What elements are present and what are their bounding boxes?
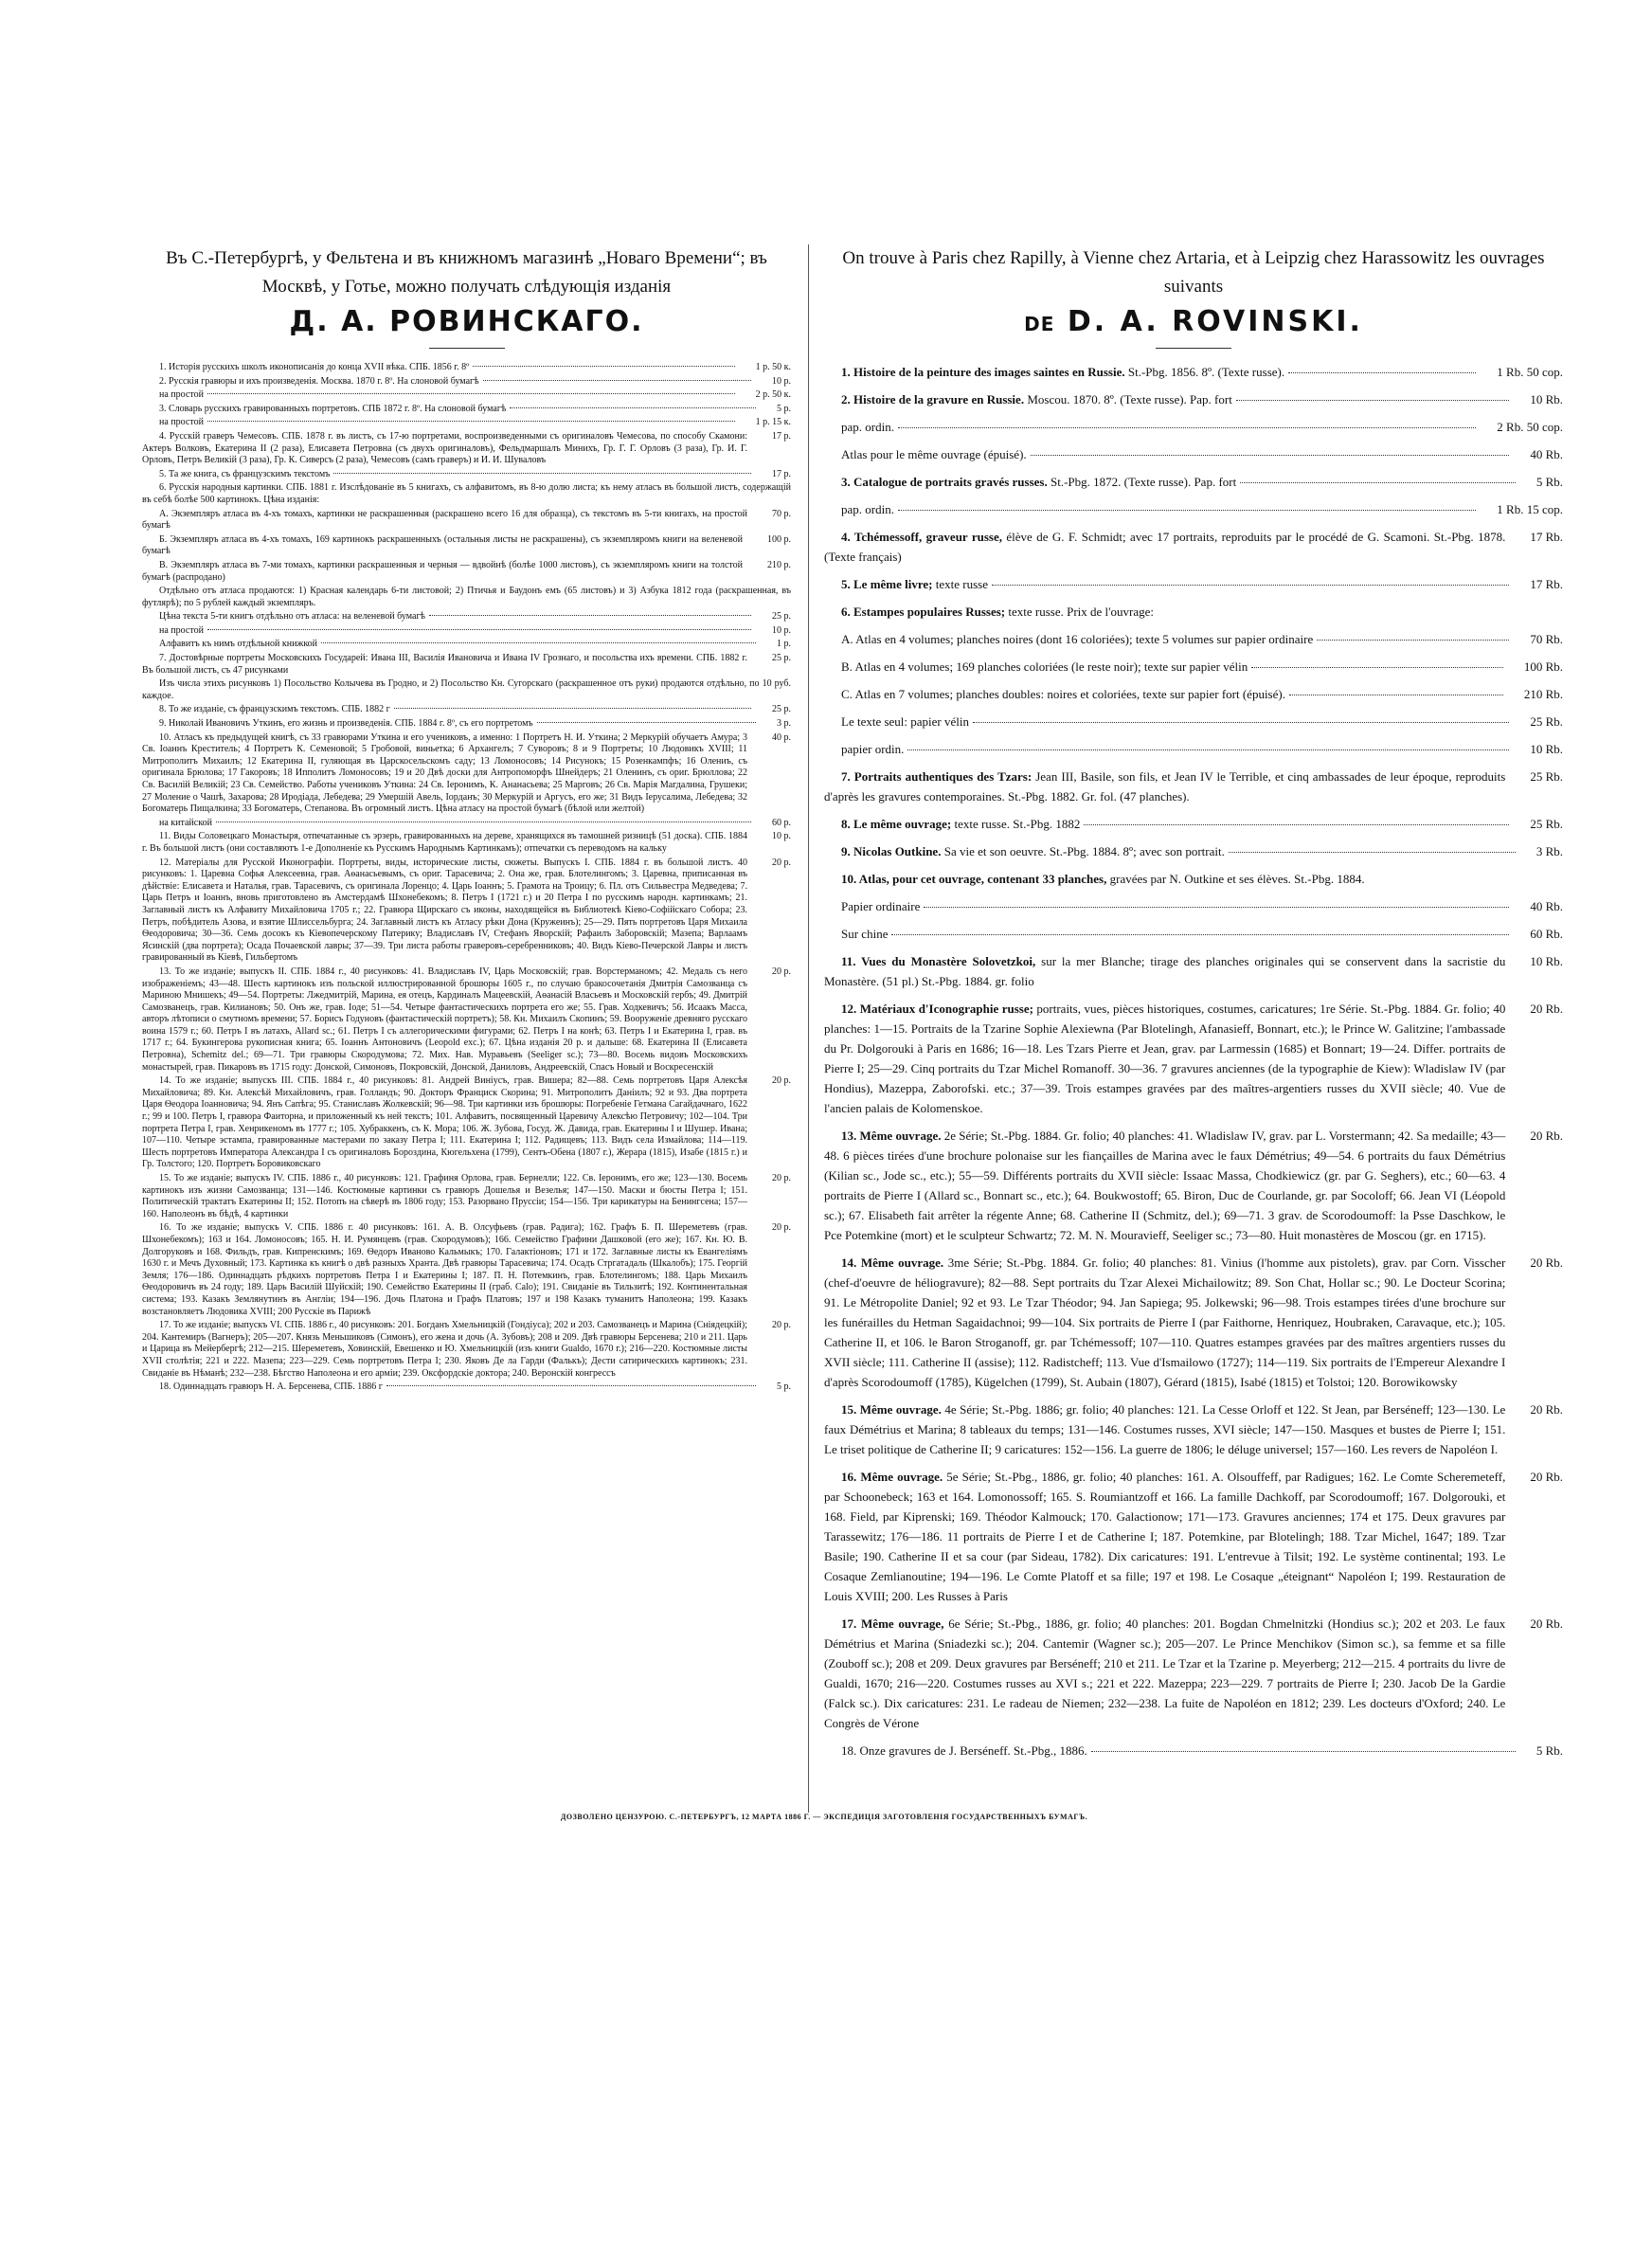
entry-price: 40 Rb.: [1530, 899, 1563, 913]
entry-price: 25 Rb.: [1530, 769, 1563, 784]
catalog-entry: [824, 444, 1563, 464]
leader-dots: [992, 585, 1509, 586]
entry-price: 25 р.: [772, 704, 791, 715]
entry-price: 20 Rb.: [1530, 1402, 1563, 1417]
catalog-entry: [142, 389, 791, 402]
entry-text: texte russe. St.-Pbg. 1882: [954, 817, 1081, 831]
entry-text: portraits, vues, pièces historiques, costumes, caricatures; 1re Série. St.-Pbg. 1884. Gr. folio; 40 planches: 1—15. Portraits de la Tzarine Sophie Alexiewna (Par Blotelingh, Afanasieff, Bonnart, etc.); le Prince W. Galitzine; l'ambassade du Pr. Dolgorouki à Paris en 1686; 16—18. Les Tzars Pierre et Jean, grav. par Larmessin (1685) et Bonnart; 19—24. Differ. portraits de Pierre I; 25—29. Cinq portraits du Tzar Michel Romanoff. 30—36. 7 gravures anciennes (de la typographie de Kiew): Wladislaw IV (par Hondius), Mazeppa, Zaborofski. etc.; 37—39. Trois estampes gravées par des maîtres-argentiers russes du XVII siècle; 40. Vue de l'ancien palais de Kolomenskoe.: [824, 1002, 1506, 1115]
entry-text: St.-Pbg. 1872. (Texte russe). Pap. fort: [1050, 475, 1237, 489]
entry-price: 25 Rb.: [1530, 817, 1563, 831]
entry-price: 20 р.: [772, 1222, 791, 1234]
entry-price: 20 Rb.: [1530, 1128, 1563, 1143]
entry-text: 6. Русскія народныя картинки. СПБ. 1881 г. Изслѣдованіе въ 5 книгахъ, съ алфавитомъ, въ 8-ю долю листа; къ нему атласъ въ большой листъ, содержащій въ себѣ болѣе 500 картинокъ. Цѣна изданія:: [142, 482, 791, 505]
catalog-entry: [824, 574, 1563, 594]
entry-price: 17 Rb.: [1530, 577, 1563, 591]
entry-text: Алфавитъ къ нимъ отдѣльной книжкой: [159, 639, 318, 650]
entry-text: 8. То же изданіе, съ французскимъ текстомъ. СПБ. 1882 г: [159, 704, 390, 715]
leader-dots: [510, 407, 756, 408]
catalog-entry: [824, 869, 1563, 889]
catalog-entry: [142, 376, 791, 388]
catalog-entry: [824, 1253, 1563, 1392]
leader-dots: [1031, 455, 1510, 456]
entry-title: 5. Le même livre;: [841, 577, 936, 591]
entry-price: 17 р.: [772, 468, 791, 479]
catalog-entry: [142, 586, 791, 609]
entry-text: Sa vie et son oeuvre. St.-Pbg. 1884. 8º; avec son portrait.: [943, 844, 1225, 858]
leader-dots: [333, 473, 751, 474]
leader-dots: [898, 427, 1476, 428]
entry-text: 2. Русскія гравюры и ихъ произведенія. Москва. 1870 г. 8º. На слоновой бумагѣ: [159, 375, 479, 387]
leader-dots: [394, 708, 751, 709]
entry-text: 18. Onze gravures de J. Berséneff. St.-Pbg., 1886.: [841, 1743, 1087, 1758]
leader-dots: [1288, 372, 1476, 373]
catalog-entry: [824, 814, 1563, 834]
catalog-entry: [824, 527, 1563, 567]
censorship-imprint: ДОЗВОЛЕНО ЦЕНЗУРОЮ. С.-ПЕТЕРБУРГЪ, 12 МАРТА 1886 Г. — ЭКСПЕДИЦІЯ ЗАГОТОВЛЕНІЯ ГОСУДАРСТВЕННЫХЪ БУМАГЪ.: [560, 1813, 1088, 1821]
entry-text: А. Экземпляръ атласа въ 4-хъ томахъ, картинки не раскрашенныя (раскрашено всего 16 для образца), съ текстомъ въ 5-ти книгахъ, на простой бумагѣ: [142, 508, 747, 532]
entry-text: B. Atlas en 4 volumes; 169 planches coloriées (le reste noir); texte sur papier vélin: [841, 659, 1248, 674]
entry-text: В. Экземпляръ атласа въ 7-ми томахъ, картинки раскрашенныя и черныя — вдвойнѣ (болѣе 1000 листовъ), съ экземпляромъ книги на толстой бумагѣ (распродано): [142, 559, 743, 583]
catalog-entry: [142, 858, 791, 965]
leader-dots: [207, 629, 751, 630]
entry-text: C. Atlas en 7 volumes; planches doubles: noires et coloriées, texte sur papier fort (épuisé).: [841, 687, 1285, 701]
entry-text: St.-Pbg. 1856. 8º. (Texte russe).: [1127, 365, 1285, 379]
entry-text: 15. То же изданіе; выпускъ IV. СПБ. 1886 г., 40 рисунковъ: 121. Графиня Орлова, грав. Бернелли; 122. Св. Іеронимъ, его же; 123—130. Восемь картинокъ изъ жизни Самозванца; 131—146. Костюмные картинки съ гравюръ Дошелья и Везелья; 147—150. Маски и бюсты Петра I; 151. Политическій трактатъ Екатерины II; 152. Потопъ на сѣверѣ въ 1806 году; 153. Разорвано Пруссіи; 154—156. Три карикатуры на Бенингсена; 157—160. Наполеонъ въ бѣдѣ, 4 картинки: [142, 1173, 747, 1219]
entry-text: Jean III, Basile, son fils, et Jean IV le Terrible, et cinq ambassades de leur époque, reproduits d'après les gravures contemporaines. St.-Pbg. 1882. Gr. fol. (47 planches).: [824, 769, 1506, 803]
leader-dots: [898, 510, 1476, 511]
entry-text: Le texte seul: papier vélin: [841, 714, 970, 729]
entry-price: 20 Rb.: [1530, 1255, 1563, 1270]
entry-price: 2 р. 50 к.: [755, 389, 791, 401]
column-divider: [808, 244, 809, 1813]
catalog-entry: [142, 1320, 791, 1380]
french-header: On trouve à Paris chez Rapilly, à Vienne chez Artaria, et à Leipzig chez Harassowitz les ouvrages suivants: [842, 248, 1545, 297]
catalog-entry: [142, 818, 791, 830]
entry-text: 14. То же изданіе; выпускъ III. СПБ. 1884 г., 40 рисунковъ: 81. Андрей Виніусъ, грав. Вишера; 82—88. Семь портретовъ Царя Алексѣя Михайловича; 89. Кн. Алексѣй Михайловичъ, грав. Голландъ; 90. Докторъ Франциск Скорина; 91. Митрополитъ Даніилъ; 92 и 93. Два портрета Царя Ѳеодора Іоанновича; 94. Янъ Сапѣга; 95. Станиславъ Жолкевскій; 96—98. Три картинки изъ брошюры: Погребеніе Гетмана Сагайдачнаго, 1622 г.; 99 и 100. Петръ I, гравюра Фаиторна, и приложенный къ ней текстъ; 101. Алфавитъ, посвященный Царевичу Алексѣю Петровичу; 102—104. Три портрета Петра I, грав. Хенрикеномъ въ 1777 г.; 105. Хубраккенъ, съ К. Мора; 106. Ж. Зубова, Госуд. Ж. Давида, грав. Екатерины I и Шушер. Ивана; 107—110. Четыре эстампа, гравированные мастерами по заказу Петра I; 111. Екатерина I; 112. Радищевъ; 113. Видъ села Измайлова; 114—119. Шесть портретовъ Императора Александра I съ оригиналовъ Бороздина, Кюгельхена (1799), Сентъ-Обена (1807 г.), Жерара (1815), Изабе (1815 г.) и Гр. Толстого; 120. Портретъ Боровиковскаго: [142, 1075, 747, 1170]
catalog-entry: [824, 389, 1563, 409]
entry-price: 10 Rb.: [1530, 392, 1563, 406]
entry-title: 16. Même ouvrage.: [841, 1470, 947, 1484]
entry-price: 60 р.: [772, 817, 791, 828]
catalog-entry: [142, 732, 791, 816]
leader-dots: [1240, 482, 1516, 483]
entry-title: 3. Catalogue de portraits gravés russes.: [841, 475, 1050, 489]
entry-title: 9. Nicolas Outkine.: [841, 844, 944, 858]
entry-price: 10 р.: [772, 375, 791, 387]
catalog-entry: [142, 831, 791, 855]
russian-author: Д. А. РОВИНСКАГО.: [289, 305, 644, 338]
catalog-entry: [824, 896, 1563, 916]
catalog-entry: [142, 482, 791, 506]
entry-text: 12. Матеріалы для Русской Иконографіи. Портреты, виды, исторические листы, сюжеты. Выпускъ I. СПБ. 1884 г. въ большой листъ. 40 рисунковъ: 1. Царевна Софья Алексеевна, грав. Аѳанасьевымъ, съ ориг. Тарасевича; 2. Она же, грав. Блотелингомъ; 3. Царевна, приписанная въ дѣйствіе: Елисавета и Наталья, грав. Тарасевичъ, съ оригинала Лоренцо; 4. Царь Іоаннъ; 5. Грамота на Троицу; 6. Пл. отъ Сильвестра Медведева; 7. Царь Петръ и Іоаннъ, вновь приготовлено въ Амстердамѣ Шхонебекомъ; 8. Петръ I (1721 г.) и 20 Петра I по русскимъ народн. картинкамъ; 21. Заглавный листъ къ Алфавиту Михайловича 1705 г.; 22. Гравюра Щирскаго съ иконы, находящейся въ Библиотекѣ Кіево-Софійскаго Собора; 23. Петръ, побѣдитель Азова, и взятие Шлиссельбурга; 24. Заглавный листъ къ Атласу рѣки Дона (Кружеинъ); 25—29. Пять портретовъ Царя Михаила Ѳеодоровича; 30—36. Семь досокъ къ Кіевопечерскому Патерику; Владиславъ IV, Стефанъ Яворскій; Рафаилъ Заборовскій; Мазепа; Варлаамъ Ясинскій (два портрета); Осада Почаевской лавры; 37—39. Три листа работы граверовъ-серебренниковъ; 40. Видъ Кіево-Печерской Лавры и листъ гравированный въ Кіевѣ, Гильбертомъ: [142, 857, 747, 964]
catalog-entry: [142, 431, 791, 467]
catalog-entry: [824, 841, 1563, 861]
entry-title: 10. Atlas, pour cet ouvrage, contenant 33 planches,: [841, 872, 1110, 886]
leader-dots: [483, 380, 751, 381]
entry-price: 20 Rb.: [1530, 1616, 1563, 1631]
catalog-entry: [142, 625, 791, 638]
entry-text: 9. Николай Ивановичъ Уткинъ, его жизнь и произведенія. СПБ. 1884 г. 8º, съ его портретомъ: [159, 718, 533, 730]
leader-dots: [924, 907, 1509, 908]
entry-price: 10 Rb.: [1530, 742, 1563, 756]
entry-text: 5. Та же книга, съ французскимъ текстомъ: [159, 468, 331, 479]
entry-price: 60 Rb.: [1530, 927, 1563, 941]
entry-price: 210 р.: [767, 559, 791, 570]
catalog-entry: [142, 1381, 791, 1394]
entry-text: на простой: [159, 389, 204, 401]
catalog-entry: [142, 704, 791, 716]
russian-column: [142, 244, 791, 1396]
entry-title: 13. Même ouvrage.: [841, 1128, 944, 1143]
leader-dots: [907, 749, 1509, 750]
catalog-entry: [824, 1126, 1563, 1245]
leader-dots: [1251, 667, 1503, 668]
entry-text: 5e Série; St.-Pbg., 1886, gr. folio; 40 planches: 161. A. Olsouffeff, par Radigues; 162. Le Comte Scheremeteff, par Schoonebeck; 163 et 164. Lomonossoff; 165. S. Roumiantzoff et 166. La famille Dachkoff, par Scorodoumoff; 167. Dolgorouki, et 168. Field, par Kiprenski; 169. Théodor Kalmouck; 170. Galactionow; 171—173. Gravures anciennes; 174 et 175. Deux gravures par Tarassewitz; 176—186. 11 portraits de Pierre I et de Catherine I; 187. Potemkine, par Blotelingh; 188. Tzar Michel, 1647; 189. Tzar Basile; 190. Catherine II et sa cour (par Sideau, 1782). Dix caricatures: 191. L'entrevue à Tilsit; 192. Le système continental; 193. Le Cosaque Zemlianoutine; 194—196. Le Comte Platoff et sa fille; 197 et 198. Le Cosaque „éteignant“ Napoléon I; 199. Restauration de Louis XVIII; 200. Les Russes à Paris: [824, 1470, 1506, 1603]
entry-text: 6e Série; St.-Pbg., 1886, gr. folio; 40 planches: 201. Bogdan Chmelnitzki (Hondius sc.); 202 et 203. Le faux Démétrius et Marina (Sniadezki sc.); 204. Cantemir (Wagner sc.); 205—207. Le Prince Menchikov (Simon sc.), sa femme et sa fille (Zouboff sc.); 208 et 209. Deux gravures par Berséneff; 210 et 211. Le Tzar et la Tzarine p. Meyerberg; 212—215. 4 portraits du livre de Gualdi, 1670; 216—220. Costumes russes au XVI s.; 221 et 222. Mazeppa; 223—229. 7 portraits de Pierre I; 230. Jacob De la Gardie (Falck sc.). Dix caricatures: 231. Le radeau de Niemen; 232—238. La fuite de Napoléon en 1812; 239. Les docteurs d'Oxford; 240. Le Congrès de Vérone: [824, 1616, 1506, 1730]
entry-title: 15. Même ouvrage.: [841, 1402, 945, 1417]
entry-text: Б. Экземпляръ атласа въ 4-хъ томахъ, 169 картинокъ раскрашенныхъ (остальныя листы не раскрашены), съ экземпляромъ книги на веленевой бумагѣ: [142, 533, 743, 557]
entry-price: 1 р. 15 к.: [755, 417, 791, 428]
entry-price: 20 Rb.: [1530, 1002, 1563, 1016]
catalog-entry: [824, 739, 1563, 759]
entry-text: 4e Série; St.-Pbg. 1886; gr. folio; 40 planches: 121. La Cesse Orloff et 122. St Jean, par Berséneff; 123—130. Le faux Démétrius et Marina; 8 tableaux du temps; 131—146. Costumes russes, XVI siècle; 147—150. Masques et bustes de Pierre I; 151. Le triset politique de Catherine II; 9 caricatures: 152—156. La guerre de 1806; le déluge universel; 157—160. Les revers de Napoléon I.: [824, 1402, 1506, 1456]
catalog-entry: [824, 499, 1563, 519]
russian-entry-list: [142, 362, 791, 1394]
leader-dots: [537, 722, 756, 723]
catalog-entry: [824, 1399, 1563, 1459]
entry-text: papier ordin.: [841, 742, 905, 756]
catalog-entry: [142, 718, 791, 731]
catalog-entry: [142, 362, 791, 374]
catalog-entry: [824, 1614, 1563, 1733]
catalog-entry: [142, 1173, 791, 1220]
entry-text: 1. Исторія русскихъ школъ иконописанія до конца XVII вѣка. СПБ. 1856 г. 8º: [159, 362, 470, 372]
leader-dots: [973, 722, 1509, 723]
catalog-entry: [142, 417, 791, 429]
entry-price: 17 Rb.: [1530, 530, 1563, 544]
leader-dots: [891, 934, 1509, 935]
entry-text: 13. То же изданіе; выпускъ II. СПБ. 1884 г., 40 рисунковъ: 41. Владиславъ IV, Царь Московскій; грав. Ворстерманомъ; 42. Медаль съ него изображеніемъ; 43—48. Шесть картинокъ изъ польской иллюстрированной брошюры 1605 г., по случаю бракосочетанія Дмитрія Самозванца съ Мариною Мнишекъ; 49—54. Портреты: Лжедмитрій, Марина, ея отецъ, Кардиналъ Мацеевскій, Аѳанасій Власьевъ и Московскій гербъ; 49. Дмитрій Самозванецъ, грав. Килиановъ; 50. Онъ же, грав. Іоде; 51—54. Четыре фантастическихъ портрета его же; 55. Грав. Ходкевичъ; 56. Исаакъ Масса, авторъ лѣтописи о смутномъ времени; 57. Борисъ Годуновъ (фантастическій портретъ); 58. Кн. Михаилъ Скопинъ; 59. Вооруженіе древняго русскаго воина 1579 г.; 60. Петръ I въ латахъ, Allard sc.; 61. Петръ I съ аллегорическими фигурами; 62. Петръ I на конѣ; 63. Петръ I и Екатерина I, грав. въ 1717 г.; 64. Букингерова рукописная книга; 65. Іоаннъ Антоновичъ (Leopold exc.); 67. Цѣна изданія 20 р. и дальше: 68. Екатерина II (Елисавета Петровна), Schemitz del.; 69—71. Три гравюры Скородумова; 72. Мих. Нав. Муравьевъ (Seeliger sc.); 73—80. Восемь видовъ Московскихъ монастырей, грав. Пикаровъ въ 1715 году: Донской, Симоновъ, Покровскій, Донской, Даниловъ, Андреевскій, Спасъ Новый и Воскресенскій: [142, 966, 747, 1073]
entry-text: Цѣна текста 5-ти книгъ отдѣльно отъ атласа: на веленевой бумагѣ: [159, 611, 425, 623]
entry-price: 5 р.: [777, 1381, 791, 1393]
catalog-entry: [824, 767, 1563, 806]
entry-price: 20 р.: [772, 1075, 791, 1087]
entry-price: 10 р.: [772, 831, 791, 842]
catalog-entry: [824, 629, 1563, 649]
entry-price: 210 Rb.: [1523, 687, 1563, 701]
entry-title: 11. Vues du Monastère Solovetzkoi,: [841, 954, 1042, 968]
entry-price: 1 р.: [777, 639, 791, 650]
entry-text: 7. Достовѣрные портреты Московскихъ Государей: Ивана III, Василія Ивановича и Ивана IV Грознаго, и посольства ихъ времени. СПБ. 1882 г. Въ большой листъ, съ 47 рисунками: [142, 653, 747, 676]
catalog-entry: [142, 639, 791, 651]
catalog-entry: [824, 684, 1563, 704]
entry-price: 40 р.: [772, 731, 791, 743]
entry-text: élève de G. F. Schmidt; avec 17 portraits, reproduits par le procédé de G. Scamoni. St.-Pbg. 1878. (Texte français): [824, 530, 1506, 564]
entry-text: gravées par N. Outkine et ses élèves. St.-Pbg. 1884.: [1109, 872, 1365, 886]
entry-text: Moscou. 1870. 8º. (Texte russe). Pap. fort: [1027, 392, 1232, 406]
entry-price: 20 р.: [772, 1320, 791, 1331]
entry-price: 20 р.: [772, 966, 791, 977]
catalog-entry: [142, 469, 791, 481]
entry-price: 20 р.: [772, 1173, 791, 1183]
catalog-entry: [824, 602, 1563, 622]
entry-price: 17 р.: [772, 430, 791, 442]
entry-title: 2. Histoire de la gravure en Russie.: [841, 392, 1028, 406]
entry-text: sur la mer Blanche; tirage des planches originales qui se conservent dans la sacristie du Monastère. (51 pl.) St.-Pbg. 1884. gr. folio: [824, 954, 1506, 988]
entry-text: texte russe: [935, 577, 988, 591]
entry-price: 10 р.: [772, 624, 791, 636]
entry-text: texte russe. Prix de l'ouvrage:: [1008, 605, 1154, 619]
entry-price: 5 Rb.: [1535, 475, 1563, 489]
catalog-entry: [142, 966, 791, 1074]
leader-dots: [207, 393, 735, 394]
entry-price: 70 р.: [772, 508, 791, 519]
catalog-entry: [824, 472, 1563, 492]
entry-price: 1 Rb. 50 cop.: [1497, 365, 1563, 379]
catalog-entry: [824, 657, 1563, 677]
entry-text: Sur chine: [841, 927, 889, 941]
catalog-entry: [824, 1741, 1563, 1760]
leader-dots: [1317, 640, 1509, 641]
entry-title: 12. Matériaux d'Iconographie russe;: [841, 1002, 1037, 1016]
author-prefix: DE: [1024, 313, 1055, 335]
leader-dots: [1091, 1751, 1516, 1752]
entry-title: 6. Estampes populaires Russes;: [841, 605, 1009, 619]
french-author: [824, 305, 1563, 338]
entry-price: 20 р.: [772, 857, 791, 868]
leader-dots: [473, 366, 734, 367]
leader-dots: [1229, 852, 1516, 853]
entry-text: Изъ числа этихъ рисунковъ 1) Посольство Колычева въ Гродно, и 2) Посольство Кн. Сугорскаго (раскрашенное отъ руки) продаются отдѣльно, по 10 руб. каждое.: [142, 678, 791, 701]
catalog-entry: [824, 951, 1563, 991]
catalog-entry: [142, 560, 791, 584]
catalog-entry: [142, 678, 791, 702]
catalog-entry: [142, 404, 791, 416]
entry-price: 25 р.: [772, 611, 791, 623]
entry-text: Отдѣльно отъ атласа продаются: 1) Красная календарь 6-ти листовой; 2) Птичья и Баудонъ емъ (65 листовъ) и 3) Азбука 1812 года (раскрашенная, въ футлярѣ); по 5 рублей каждый экземпляръ.: [142, 586, 791, 608]
entry-price: 5 р.: [777, 403, 791, 414]
entry-title: 8. Le même ouvrage;: [841, 817, 955, 831]
french-column: [824, 244, 1563, 1768]
entry-text: Atlas pour le même ouvrage (épuisé).: [841, 447, 1027, 461]
leader-dots: [386, 1385, 756, 1386]
catalog-entry: [824, 999, 1563, 1118]
entry-price: 20 Rb.: [1530, 1470, 1563, 1484]
leader-dots: [1084, 824, 1509, 825]
entry-title: 1. Histoire de la peinture des images saintes en Russie.: [841, 365, 1128, 379]
catalog-entry: [824, 362, 1563, 382]
entry-text: 11. Виды Соловецкаго Монастыря, отпечатанные съ эрзерь, гравированныхъ на дереве, хранящихся въ тамошней ризницѣ (51 доска). СПБ. 1884 г. Въ большой листъ (они составляютъ 1-е Дополненіе къ Русскимъ Народнымъ Картинкамъ); отпечатки съ переводомъ на кальку: [142, 831, 747, 854]
entry-price: 5 Rb.: [1535, 1743, 1563, 1758]
catalog-entry: [824, 924, 1563, 944]
russian-header: Въ С.-Петербургѣ, у Фельтена и въ книжномъ магазинѣ „Новаго Времени“; въ Москвѣ, у Готье, можно получать слѣдующія изданія: [166, 248, 767, 297]
entry-text: 4. Русскій граверъ Чемесовъ. СПБ. 1878 г. въ листъ, съ 17-ю портретами, воспроизведенными съ оригиналовъ Чемесова, по способу Скамони: Актеръ Волковъ, Екатерина II (2 раза), Елисавета Петровна (съ двухъ оригиналовъ), Фельдмаршалъ Минихъ, Гр. Г. Г. Орловъ (3 раза), Гр. И. Г. Орловъ, Петръ Великій (3 раза), Гр. К. Сиверсъ (2 раза), Чемесовъ (самъ граверъ) и И. И. Шуваловъ: [142, 430, 747, 466]
entry-title: 17. Même ouvrage,: [841, 1616, 949, 1631]
entry-price: 3 р.: [777, 718, 791, 730]
entry-price: 10 Rb.: [1530, 954, 1563, 968]
entry-text: на простой: [159, 624, 204, 636]
entry-price: 1 Rb. 15 cop.: [1497, 502, 1563, 516]
entry-text: 17. То же изданіе; выпускъ VI. СПБ. 1886 г., 40 рисунковъ: 201. Богданъ Хмельницкій (Гондіуса); 202 и 203. Самозванецъ и Марина (Сніядецкій); 204. Кантемиръ (Вагнеръ); 205—207. Князь Меньшиковъ (Симонъ), его жена и дочь (А. Зубовъ); 208 и 209. Двѣ гравюры Берсенева; 210 и 211. Царь и Царица въ Мейербергѣ; 212—215. Шереметевъ, Ховинскій, Евешенко и Ю. Хмельницкій (изъ книги Gualdo, 1670 г.); 216—220. Костюмные листы XVII столѣтія; 221 и 222. Мазепа; 223—229. Семь портретовъ Петра I; 230. Яковъ Де ла Гарди (Фалькъ); Дести сатирическихъ картинокъ; 231. Свиданіе въ Нѣманѣ; 232—238. Бѣгство Наполеона и его арміи; 239. Оксфордскіе доктора; 240. Веронскій конгрессъ: [142, 1320, 747, 1379]
entry-title: 7. Portraits authentiques des Tzars:: [841, 769, 1036, 784]
entry-title: 4. Tchémessoff, graveur russe,: [841, 530, 1007, 544]
catalog-entry: [142, 1222, 791, 1318]
entry-text: 18. Одиннадцать гравюръ Н. А. Берсенева, СПБ. 1886 г: [159, 1381, 383, 1393]
entry-title: 14. Même ouvrage.: [841, 1255, 948, 1270]
entry-text: 3me Série; St.-Pbg. 1884. Gr. folio; 40 planches: 81. Vinius (l'homme aux pistolets), grav. par Corn. Visscher (chef-d'oeuvre de héliogravure); 82—88. Sept portraits du Tzar Alexei Michailowitz; 89. Son Chat, Hollar sc.; 90. Le Docteur Scorina; 91. Le Métropolite Daniel; 92 et 93. Le Tzar Théodor; 94. Jan Sapiega; 95. Jolkewski; 96—98. Trois estampes tirées d'une brochure sur les funérailles du Hetman Sagaidachnoi; 99—104. Six portraits de Pierre I (par Faithorne, Henriquez, Houbraken, Caravaque, etc.); 105. Catherine II, et 106. le Baron Stroganoff, gr. par Tchémessoff; 107—110. Quatres estampes gravées par des maîtres argentiers russes du XVII siècle; 111. Catherine II (assise); 112. Radistcheff; 113. Vue d'Ismailowo (1727); 114—119. Six portraits de l'Empereur Alexandre I d'après Scorodoumoff (1785), Kügelchen (1799), St. Aubain (1807), Gérard (1815), Isabé (1815) et Tolstoi; 120. Borowikowsky: [824, 1255, 1506, 1389]
russian-rule: [429, 348, 505, 349]
author-name: D. A. ROVINSKI.: [1067, 305, 1363, 338]
entry-text: Papier ordinaire: [841, 899, 921, 913]
entry-text: 2e Série; St.-Pbg. 1884. Gr. folio; 40 planches: 41. Wladislaw IV, grav. par L. Vorstermann; 42. Sa medaille; 43—48. 6 pièces tirées d'une brochure polonaise sur les fiançailles de Marina avec le faux Démétrius; 49—54. 6 portraits du faux Démétrius (Kilian sc., Jode sc., etc.); 55—59. Différents portraits du XVII siècle: Issaac Massa, Chodkiewicz (gr. par G. Seghers), etc.; 60—63. 4 portraits de Pierre I (Allard sc., Bonnart sc., etc.); 64. Boukwostoff; 65. Biron, Duc de Courlande, gr. par Socoloff; 66. Jean VI (Léopold sc.); 67. Elisabeth fait arrêter la régente Anne; 68. Catherine II (Schmitz, del.); 69—71. 3 grav. de Scorodoumoff: la Psse Daschkow, le Pce Potemkine (mort) et le sculpteur Schwartz; 72. M. N. Mouravieff, Seeliger sc.; 73—80. Huit monastères de Moscou (gr. en 1715).: [824, 1128, 1506, 1242]
entry-text: 3. Словарь русскихъ гравированныхъ портретовъ. СПБ 1872 г. 8º. На слоновой бумагѣ: [159, 403, 507, 414]
catalog-entry: [142, 534, 791, 558]
catalog-entry: [142, 611, 791, 623]
catalog-entry: [142, 509, 791, 533]
entry-text: на китайской: [159, 817, 212, 828]
catalog-entry: [142, 1075, 791, 1171]
leader-dots: [1236, 400, 1510, 401]
entry-price: 100 Rb.: [1523, 659, 1563, 674]
entry-price: 25 р.: [772, 653, 791, 664]
catalog-entry: [142, 653, 791, 677]
entry-price: 25 Rb.: [1530, 714, 1563, 729]
entry-text: pap. ordin.: [841, 420, 894, 434]
leader-dots: [321, 642, 756, 643]
catalog-entry: [824, 1467, 1563, 1606]
entry-text: A. Atlas en 4 volumes; planches noires (dont 16 coloriées); texte 5 volumes sur papier ordinaire: [841, 632, 1314, 646]
catalog-entry: [824, 712, 1563, 731]
entry-text: 10. Атласъ къ предыдущей книгѣ, съ 33 гравюрами Уткина и его учениковъ, а именно: 1 Портретъ Н. И. Уткина; 2 Меркурій обучаетъ Амура; 3 Св. Іоаннъ Креститель; 4 Портретъ К. Семеновой; 5 Гробовой, виньетка; 6 Архангелъ; 7 Суворовъ; 8 и 9 Портреты; 10 Людовикъ XVIII; 11 Митрополитъ Михаилъ; 12 Екатерина II, гуляющая въ Царскосельскомъ саду; 13 Ломоносовъ; 14 Рисунокъ; 15 Розенкампфъ; 16 Олениъ, съ оригинала Брюлова; 17 Гакоровъ; 18 Ипполитъ Ломоносовъ; 19 и 20 Двѣ доски для Антропоморфъ Шнейдеръ; 21 Оленинъ, съ ориг. Брюллова; 22 Св. Василій Великій; 23 Св. Семейство. Работы учениковъ Уткина: 24 Св. Іеронимъ, К. Ананасьева; 25 Марговъ; 26 Св. Марія Магдалина, Грушеки; 27 Моление о Чашѣ, Захарова; 28 Иродіада, Лебедева; 29 Умершій Авель, Іорданъ; 30 Меркурій и Аргусъ, его же; 31 Видъ Іерусалима, Лебедева; 32 Богоматерь Пищалкина; 33 Богоматерь, Степанова. Въ огромный листъ. Цѣна атласу на простой бумагѣ (бѣлой или желтой): [142, 731, 747, 815]
entry-text: на простой: [159, 417, 204, 428]
leader-dots: [429, 615, 751, 616]
entry-price: 1 р. 50 к.: [755, 362, 791, 372]
french-rule: [1156, 348, 1231, 349]
entry-text: pap. ordin.: [841, 502, 894, 516]
entry-text: 16. То же изданіе; выпускъ V. СПБ. 1886 г. 40 рисунковъ: 161. А. В. Олсуфьевъ (грав. Радига); 162. Графъ Б. П. Шереметевъ (грав. Шхонебекомъ); 163 и 164. Ломоносовъ; 165. Н. И. Румянцевъ (грав. Скородумовъ); 166. Семейство Графини Дашковой (его же); 167. Кн. Ю. В. Долгоруковъ и 168. Фильдъ, грав. Кипренскимъ; 169. Ѳедоръ Иваново Кальмыкъ; 170. Галактіоновъ; 171 и 172. Заглавные листы къ Евангеліямъ 1630 г. и Мечъ Духовный; 173. Картинка къ книгѣ о двѣ разныхъ Хранта. Двѣ гравюры Тарасевича; 174. Осадъ Стргатадаль (Шкалобъ); 175. Георгій Земля; 176—186. Одиннадцать рѣдкихъ портретовъ Петра I и Екатерины I; 187. П. Н. Потемкинъ, грав. Блотелингомъ; 188. Царь Михаилъ Ѳеодоровичъ въ 24 году; 189. Царь Василій Шуйскій; 190. Семейство Екатерины II (граб. Саlo); 191. Свиданіе въ Тильзитѣ; 192. Континентальная система; 193. Казакъ Землянутинъ въ Англіи; 194—196. Дочь Платона и Графъ Платовъ; 197 и 198 Казакъ туманитъ Наполеона; 199. Казакъ возстановляетъ Людовика XVIII; 200 Русскіе въ Парижѣ: [142, 1222, 747, 1317]
entry-price: 70 Rb.: [1530, 632, 1563, 646]
catalog-entry: [824, 417, 1563, 437]
leader-dots: [207, 421, 735, 422]
entry-price: 100 р.: [767, 533, 791, 545]
entry-price: 3 Rb.: [1535, 844, 1563, 858]
french-entry-list: [824, 362, 1563, 1760]
entry-price: 2 Rb. 50 cop.: [1497, 420, 1563, 434]
entry-price: 40 Rb.: [1530, 447, 1563, 461]
